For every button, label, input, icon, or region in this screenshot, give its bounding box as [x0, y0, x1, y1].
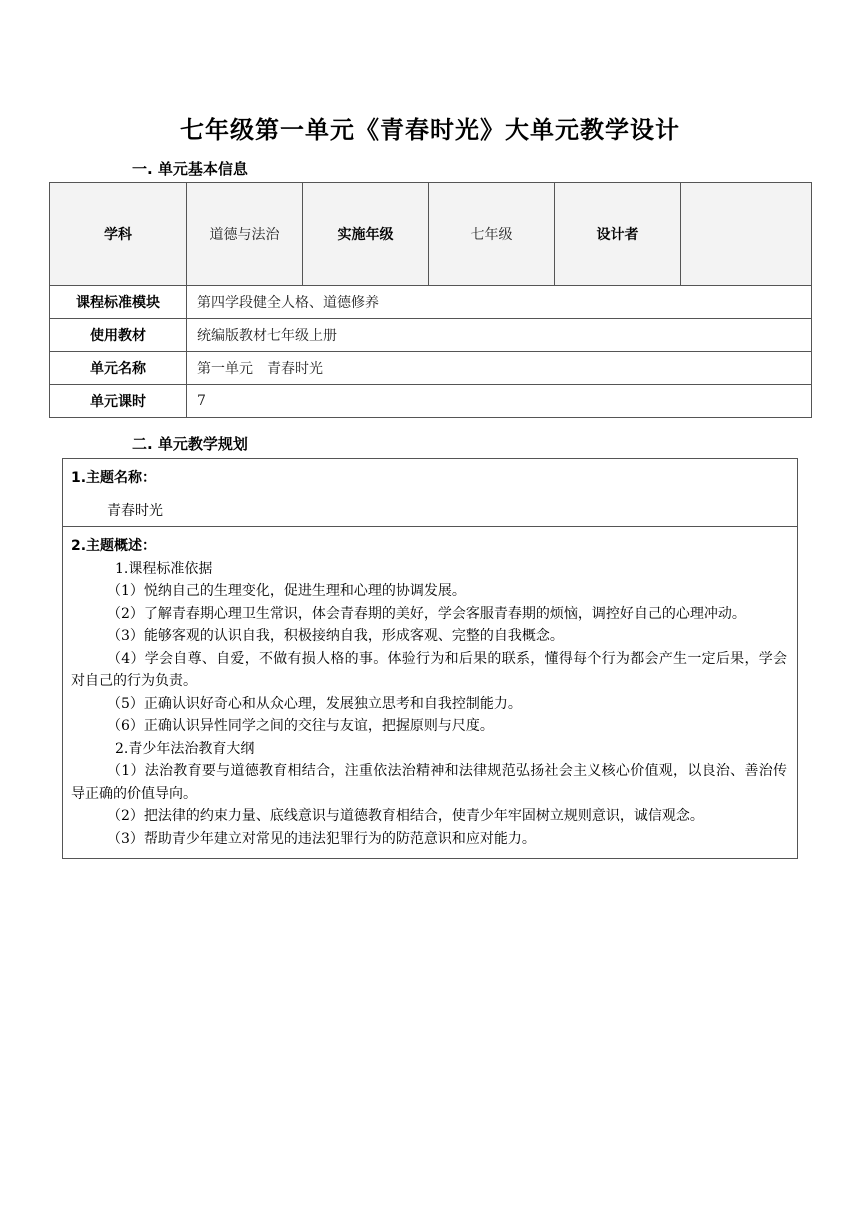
unit-name-value: 第一单元 青春时光 — [187, 352, 812, 385]
unit-hours-label: 单元课时 — [50, 385, 187, 418]
list-item: （4）学会自尊、自爱，不做有损人格的事。体验行为和后果的联系，懂得每个行为都会产生一定后果，学会对自己的行为负责。 — [71, 650, 787, 689]
table-row — [50, 352, 812, 385]
list-item: （1）法治教育要与道德教育相结合，注重依法治精神和法律规范弘扬社会主义核心价值观，以良治、善治传导正确的价值导向。 — [71, 763, 787, 802]
grade-value: 七年级 — [429, 183, 555, 286]
subject-label: 学科 — [50, 183, 187, 286]
subject-value: 道德与法治 — [187, 183, 303, 286]
document-title: 七年级第一单元《青春时光》大单元教学设计 — [180, 116, 680, 144]
theme-overview-label: 2.主题概述： — [71, 538, 157, 554]
section-heading-basic-info: 一. 单元基本信息 — [132, 160, 248, 178]
teaching-plan-box — [62, 458, 798, 859]
table-row — [50, 286, 812, 319]
table-row — [50, 319, 812, 352]
list-item: （3）能够客观的认识自我，积极接纳自我，形成客观、完整的自我概念。 — [107, 628, 564, 644]
overview-group-heading: 2.青少年法治教育大纲 — [115, 740, 255, 757]
theme-name-value: 青春时光 — [107, 502, 163, 519]
theme-name-label: 1.主题名称： — [71, 470, 157, 486]
list-item: （2）把法律的约束力量、底线意识与道德教育相结合，使青少年牢固树立规则意识，诚信观念。 — [107, 808, 704, 824]
curriculum-module-value: 第四学段健全人格、道德修养 — [187, 286, 812, 319]
unit-name-label: 单元名称 — [50, 352, 187, 385]
designer-label: 设计者 — [555, 183, 681, 286]
overview-group-heading: 1.课程标准依据 — [115, 560, 213, 577]
table-row — [50, 385, 812, 418]
curriculum-module-label: 课程标准模块 — [50, 286, 187, 319]
list-item: （1）悦纳自己的生理变化，促进生理和心理的协调发展。 — [107, 583, 466, 599]
theme-name-block — [63, 459, 797, 527]
section-heading-teaching-plan: 二. 单元教学规划 — [132, 435, 248, 453]
unit-hours-value: 7 — [187, 385, 812, 418]
textbook-label: 使用教材 — [50, 319, 187, 352]
designer-value — [681, 183, 812, 286]
grade-label: 实施年级 — [303, 183, 429, 286]
textbook-value: 统编版教材七年级上册 — [187, 319, 812, 352]
theme-overview-block — [63, 527, 797, 858]
list-item: （2）了解青春期心理卫生常识，体会青春期的美好，学会客服青春期的烦恼，调控好自己的心理冲动。 — [107, 605, 746, 622]
list-item: （6）正确认识异性同学之间的交往与友谊，把握原则与尺度。 — [107, 718, 494, 734]
list-item: （3）帮助青少年建立对常见的违法犯罪行为的防范意识和应对能力。 — [107, 830, 536, 847]
info-row-header — [50, 183, 812, 286]
list-item: （5）正确认识好奇心和从众心理，发展独立思考和自我控制能力。 — [107, 695, 522, 712]
unit-info-table — [49, 182, 812, 418]
